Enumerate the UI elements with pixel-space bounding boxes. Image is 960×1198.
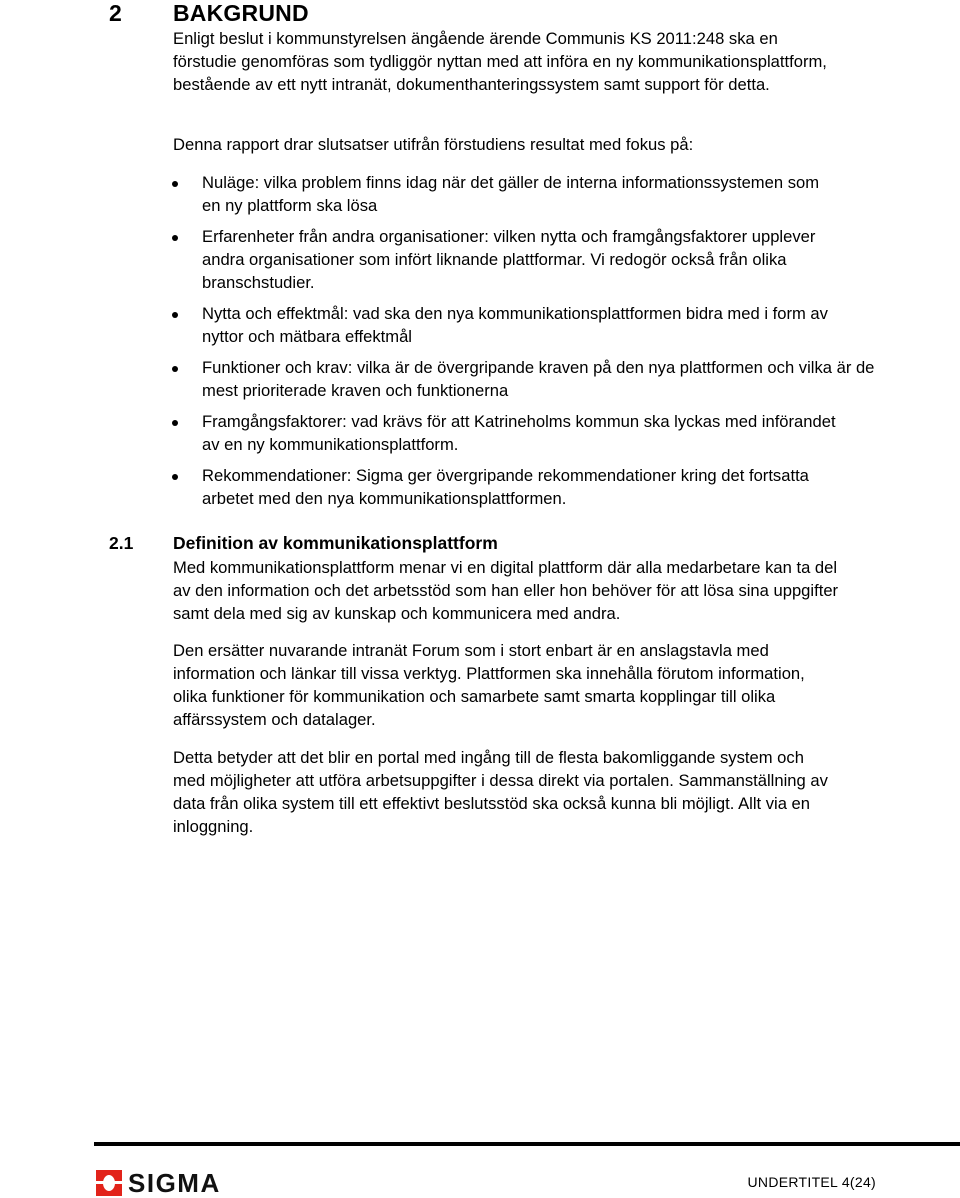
section-title: Definition av kommunikationsplattform [173, 533, 498, 553]
sigma-logo-text: SIGMA [128, 1168, 221, 1198]
sigma-logo-mark-icon [96, 1170, 122, 1196]
heading-1 [109, 0, 309, 27]
replacement-paragraph [173, 639, 823, 731]
bullet-icon [172, 420, 178, 426]
heading-title: BAKGRUND [173, 0, 309, 26]
list-item: Funktioner och krav: vilka är de övergripande kraven på den nya plattformen och vilka är de mest prioriterade kraven och funktionerna [160, 356, 882, 402]
bullet-icon [172, 235, 178, 241]
footer-divider [94, 1142, 960, 1146]
list-item: Rekommendationer: Sigma ger övergripande rekommendationer kring det fortsatta arbetet med den nya kommunikationsplattformen. [160, 464, 842, 510]
bullet-icon [172, 181, 178, 187]
definition-paragraph [173, 556, 843, 625]
heading-2 [109, 533, 498, 554]
list-item: Nuläge: vilka problem finns idag när det gäller de interna informationssystemen som en ny plattform ska lösa [160, 171, 842, 217]
portal-paragraph [173, 746, 833, 838]
footer-subtitle: UNDERTITEL 4(24) [747, 1174, 876, 1190]
bullet-icon [172, 474, 178, 480]
list-item: Nytta och effektmål: vad ska den nya kommunikationsplattformen bidra med i form av nyttor och mätbara effektmål [160, 302, 842, 348]
focus-lead [173, 133, 853, 156]
focus-lead-text: Denna rapport drar slutsatser utifrån förstudiens resultat med fokus på: [173, 135, 694, 154]
list-item: Framgångsfaktorer: vad krävs för att Katrineholms kommun ska lyckas med införandet av en ny kommunikationsplattform. [160, 410, 842, 456]
sigma-logo [96, 1170, 221, 1196]
focus-list [160, 171, 875, 510]
definition-text: Med kommunikationsplattform menar vi en digital plattform där alla medarbetare kan ta del av den information och det arbetsstöd som han eller hon behöver för att lösa sina uppgifter samt dela med sig av kunskap och kommunicera med andra. [173, 558, 839, 623]
heading-number: 2 [109, 0, 122, 26]
replacement-text: Den ersätter nuvarande intranät Forum som i stort enbart är en anslagstavla med information och länkar till vissa verktyg. Plattformen ska innehålla förutom information, olika funktioner för kommunikation och samarbete samt smarta kopplingar till olika affärssystem och datalager. [173, 641, 805, 729]
bullet-icon [172, 312, 178, 318]
intro-paragraph [173, 27, 833, 96]
section-number: 2.1 [109, 533, 134, 553]
portal-text: Detta betyder att det blir en portal med ingång till de flesta bakomliggande system och med möjligheter att utföra arbetsuppgifter i dessa direkt via portalen. Sammanställning av data från olika system till ett effektivt beslutsstöd ska också kunna bli möjligt. Allt via en inloggning. [173, 748, 828, 836]
bullet-icon [172, 366, 178, 372]
list-item: Erfarenheter från andra organisationer: vilken nytta och framgångsfaktorer upplever andra organisationer som infört liknande plattformar. Vi redogör också från olika branschstudier. [160, 225, 842, 294]
intro-text: Enligt beslut i kommunstyrelsen ängående ärende Communis KS 2011:248 ska en förstudie genomföras som tydliggör nyttan med att införa en ny kommunikationsplattform, bestående av ett nytt intranät, dokumenthanteringssystem samt support för detta. [173, 29, 827, 94]
